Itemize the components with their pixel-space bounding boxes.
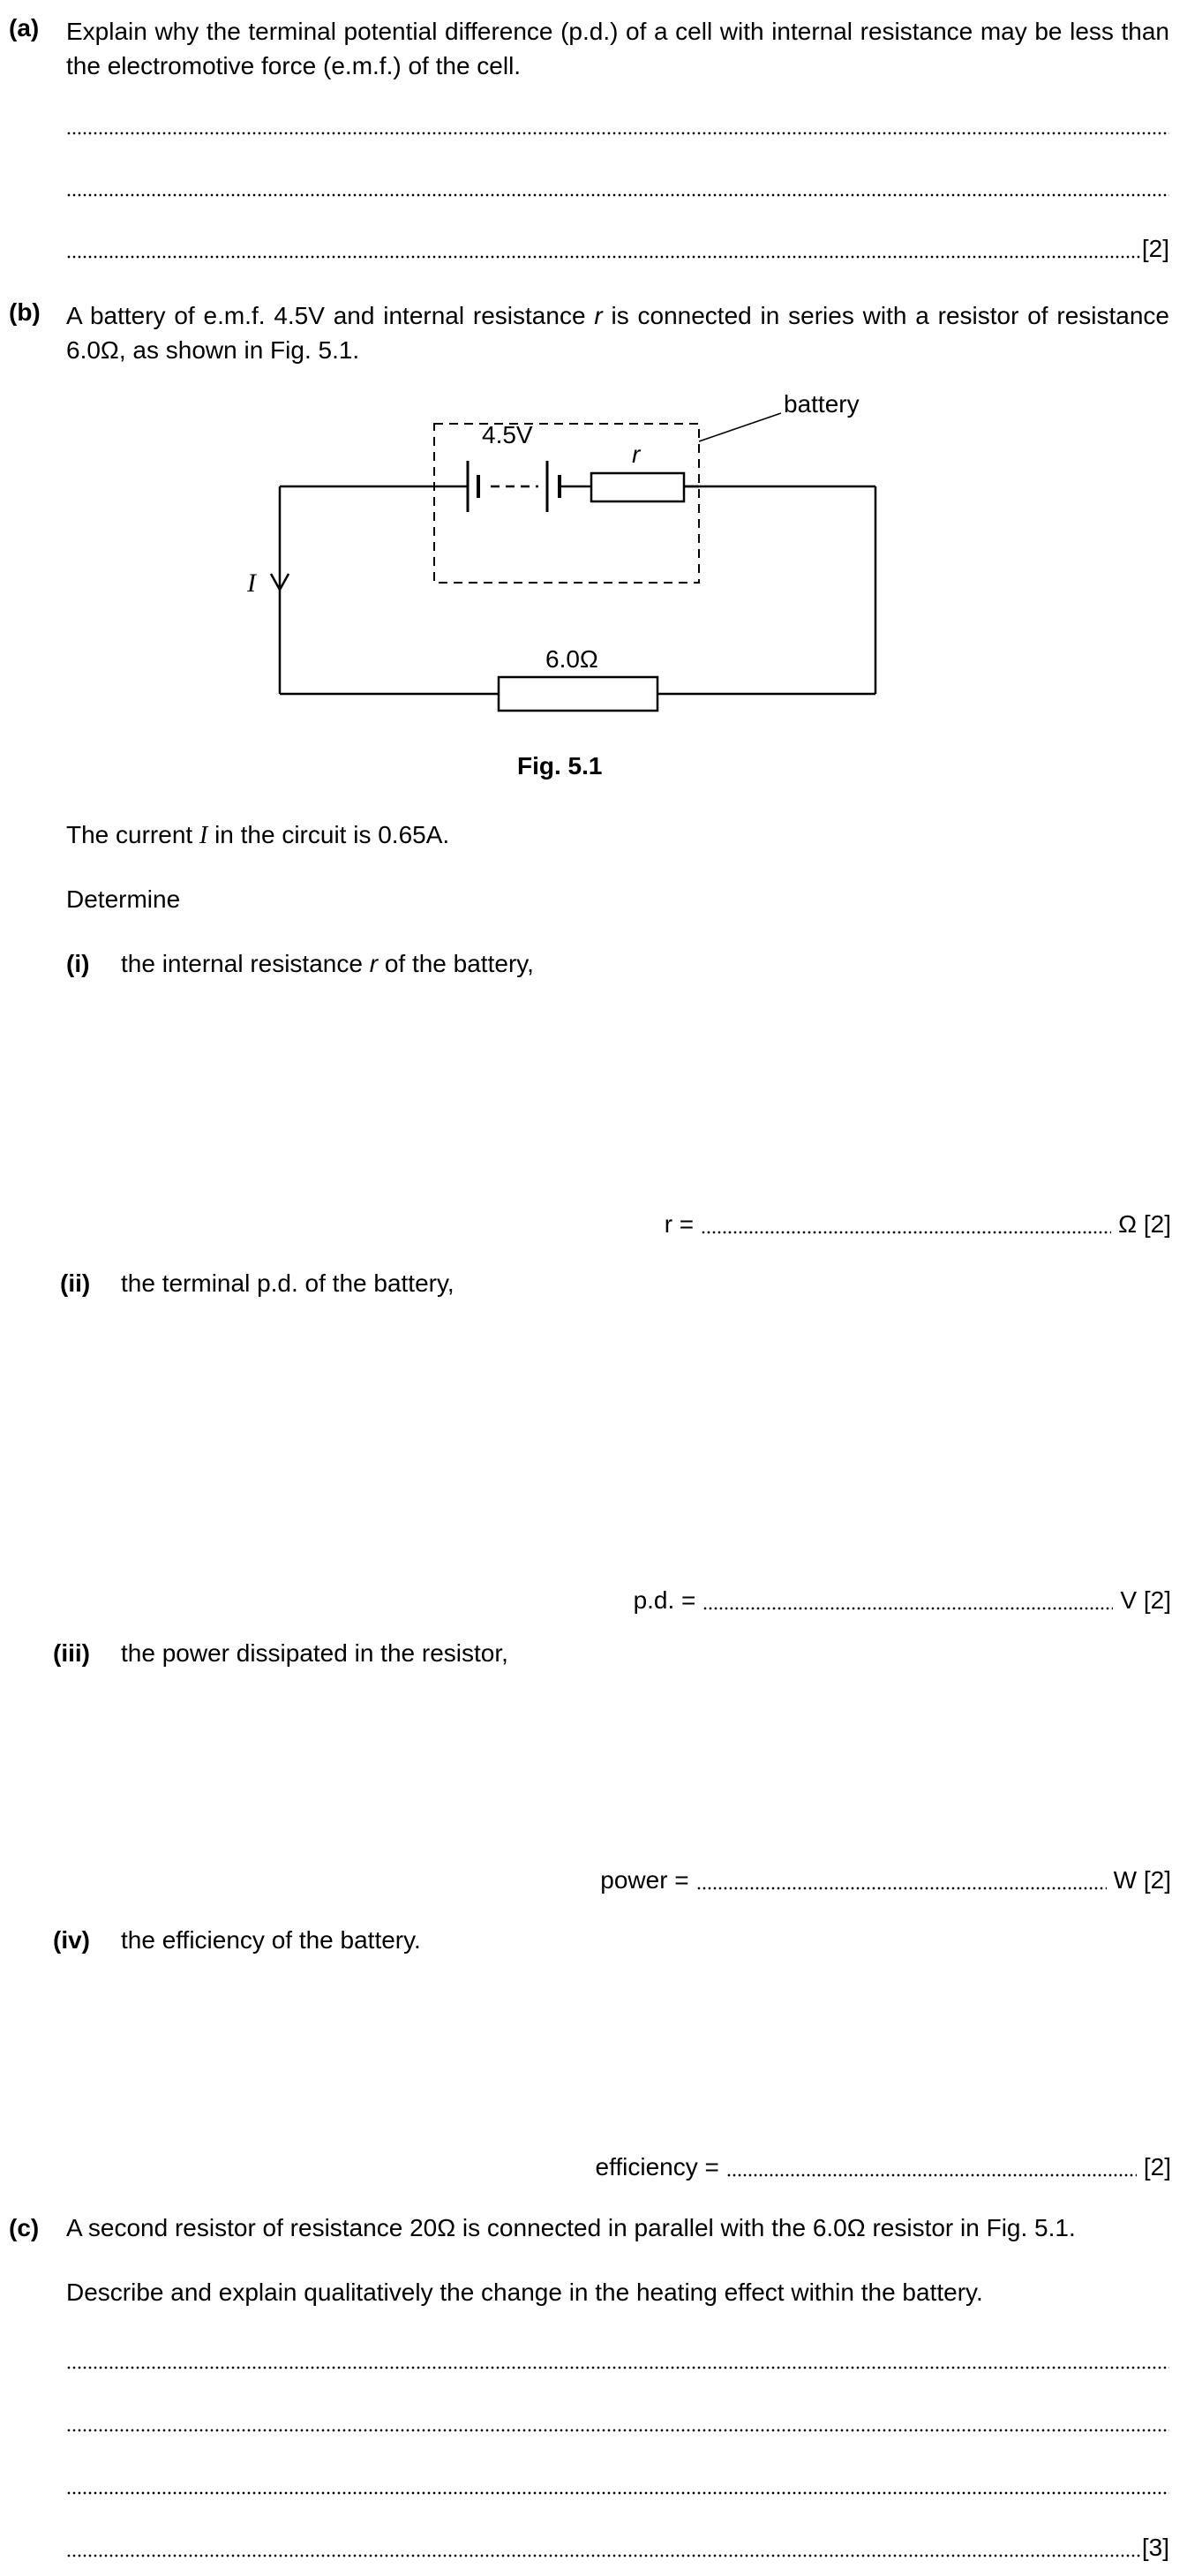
sub-ii-label: (ii) <box>60 1269 91 1297</box>
answer-line[interactable] <box>66 231 1169 263</box>
answer-line[interactable] <box>66 2342 1169 2374</box>
part-a-marks: [2] <box>1141 235 1169 262</box>
figure-caption: Fig. 5.1 <box>517 752 603 780</box>
current-statement: The current I in the circuit is 0.65A. <box>66 821 450 849</box>
battery-label: battery <box>784 390 860 418</box>
part-a-question: Explain why the terminal potential difference (p.d.) of a cell with internal resistance may be less than the electromotive force (e.m.f.) of the cell. <box>66 18 1169 79</box>
current-label: I <box>247 569 256 598</box>
answer-line[interactable] <box>66 2530 1169 2562</box>
part-a-label: (a) <box>9 14 40 41</box>
part-b-question: A battery of e.m.f. 4.5V and internal resistance r is connected in series with a resistor of resistance 6.0Ω, as shown in Fig. 5.1. <box>66 302 1169 364</box>
sub-ii-answer[interactable]: p.d. = V [2] <box>634 1583 1171 1615</box>
part-c-label: (c) <box>9 2214 40 2241</box>
sub-ii-question: the terminal p.d. of the battery, <box>121 1269 455 1297</box>
sub-i-answer[interactable]: r = Ω [2] <box>665 1207 1171 1239</box>
sub-iii-question: the power dissipated in the resistor, <box>121 1639 508 1667</box>
sub-iii-label: (iii) <box>53 1639 90 1667</box>
circuit-diagram <box>0 388 1187 795</box>
part-c-instruction: Describe and explain qualitatively the change in the heating effect within the battery. <box>66 2278 983 2306</box>
sub-iii-answer[interactable]: power = W [2] <box>600 1863 1171 1894</box>
part-c-marks: [3] <box>1141 2534 1169 2561</box>
part-b-label: (b) <box>9 298 41 326</box>
sub-iv-question: the efficiency of the battery. <box>121 1926 421 1954</box>
sub-iv-answer[interactable]: efficiency = [2] <box>596 2150 1171 2181</box>
answer-line[interactable] <box>66 2405 1169 2437</box>
determine-text: Determine <box>66 885 181 913</box>
r-label: r <box>632 441 641 468</box>
answer-line[interactable] <box>66 169 1169 201</box>
answer-line[interactable] <box>66 108 1169 139</box>
sub-i-label: (i) <box>66 950 90 977</box>
emf-label: 4.5V <box>482 421 533 448</box>
part-c-question: A second resistor of resistance 20Ω is connected in parallel with the 6.0Ω resistor in Fig. 5.1. <box>66 2214 1076 2241</box>
answer-line[interactable] <box>66 2467 1169 2499</box>
resistor-label: 6.0Ω <box>545 645 598 673</box>
sub-i-question: the internal resistance r of the battery, <box>121 950 534 977</box>
sub-iv-label: (iv) <box>53 1926 90 1954</box>
